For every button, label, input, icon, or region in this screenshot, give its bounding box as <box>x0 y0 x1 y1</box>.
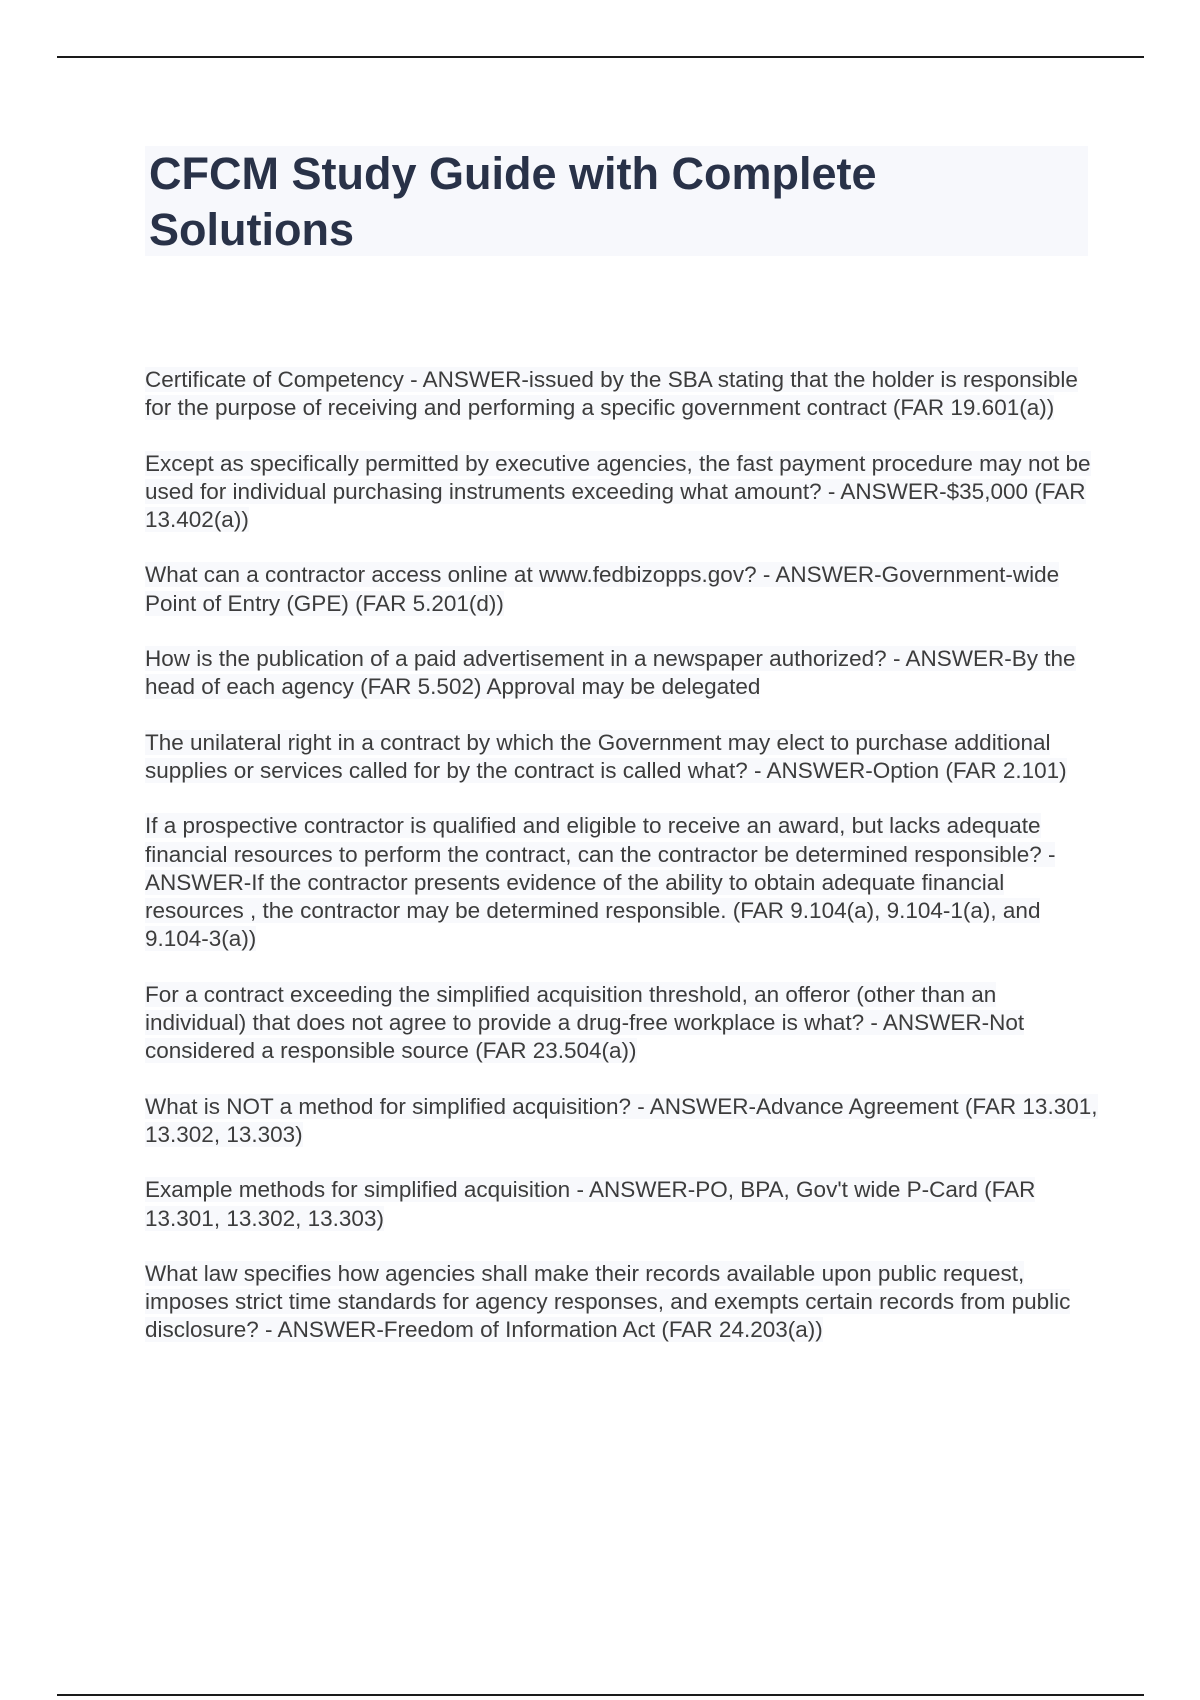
qa-item <box>145 1260 1100 1345</box>
qa-item-text: What can a contractor access online at www.fedbizopps.gov? - ANSWER-Government-wide Point of Entry (GPE) (FAR 5.201(d)) <box>145 562 1060 616</box>
qa-item <box>145 450 1100 535</box>
page-title: CFCM Study Guide with Complete Solutions <box>149 148 877 255</box>
qa-item-text: Certificate of Competency - ANSWER-issued by the SBA stating that the holder is responsible for the purpose of receiving and performing a specific government contract (FAR 19.601(a)) <box>145 367 1078 421</box>
qa-item <box>145 812 1100 953</box>
qa-item-text: The unilateral right in a contract by which the Government may elect to purchase additional supplies or services called for by the contract is called what? - ANSWER-Option (FAR 2.101) <box>145 729 1067 783</box>
qa-item-text: How is the publication of a paid advertisement in a newspaper authorized? - ANSWER-By the head of each agency (FAR 5.502) Approval may be delegated <box>145 646 1076 700</box>
qa-item <box>145 561 1100 618</box>
top-divider <box>57 56 1144 58</box>
qa-list <box>145 366 1100 1372</box>
qa-item <box>145 1093 1100 1150</box>
qa-item <box>145 729 1100 786</box>
title-block <box>145 146 1088 256</box>
qa-item-text: Example methods for simplified acquisition - ANSWER-PO, BPA, Gov't wide P-Card (FAR 13.301, 13.302, 13.303) <box>145 1177 1036 1231</box>
bottom-divider <box>57 1694 1144 1696</box>
qa-item-text: What law specifies how agencies shall make their records available upon public request, imposes strict time standards for agency responses, and exempts certain records from public disclosure? - ANSWER-Freedom of Information Act (FAR 24.203(a)) <box>145 1260 1071 1343</box>
qa-item-text: For a contract exceeding the simplified acquisition threshold, an offeror (other than an individual) that does not agree to provide a drug-free workplace is what? - ANSWER-Not considered a responsible source (FAR 23.504(a)) <box>145 981 1025 1064</box>
qa-item-text: Except as specifically permitted by executive agencies, the fast payment procedure may not be used for individual purchasing instruments exceeding what amount? - ANSWER-$35,000 (FAR 13.402(a)) <box>145 450 1091 533</box>
qa-item <box>145 366 1100 423</box>
qa-item <box>145 1176 1100 1233</box>
qa-item <box>145 981 1100 1066</box>
qa-item-text: What is NOT a method for simplified acquisition? - ANSWER-Advance Agreement (FAR 13.301, 13.302, 13.303) <box>145 1093 1098 1147</box>
qa-item-text: If a prospective contractor is qualified and eligible to receive an award, but lacks adequate financial resources to perform the contract, can the contractor be determined responsible? - ANSWER-If the contractor presents evidence of the ability to obtain adequate financial resources , the contractor may be determined responsible. (FAR 9.104(a), 9.104-1(a), and 9.104-3(a)) <box>145 813 1056 952</box>
qa-item <box>145 645 1100 702</box>
